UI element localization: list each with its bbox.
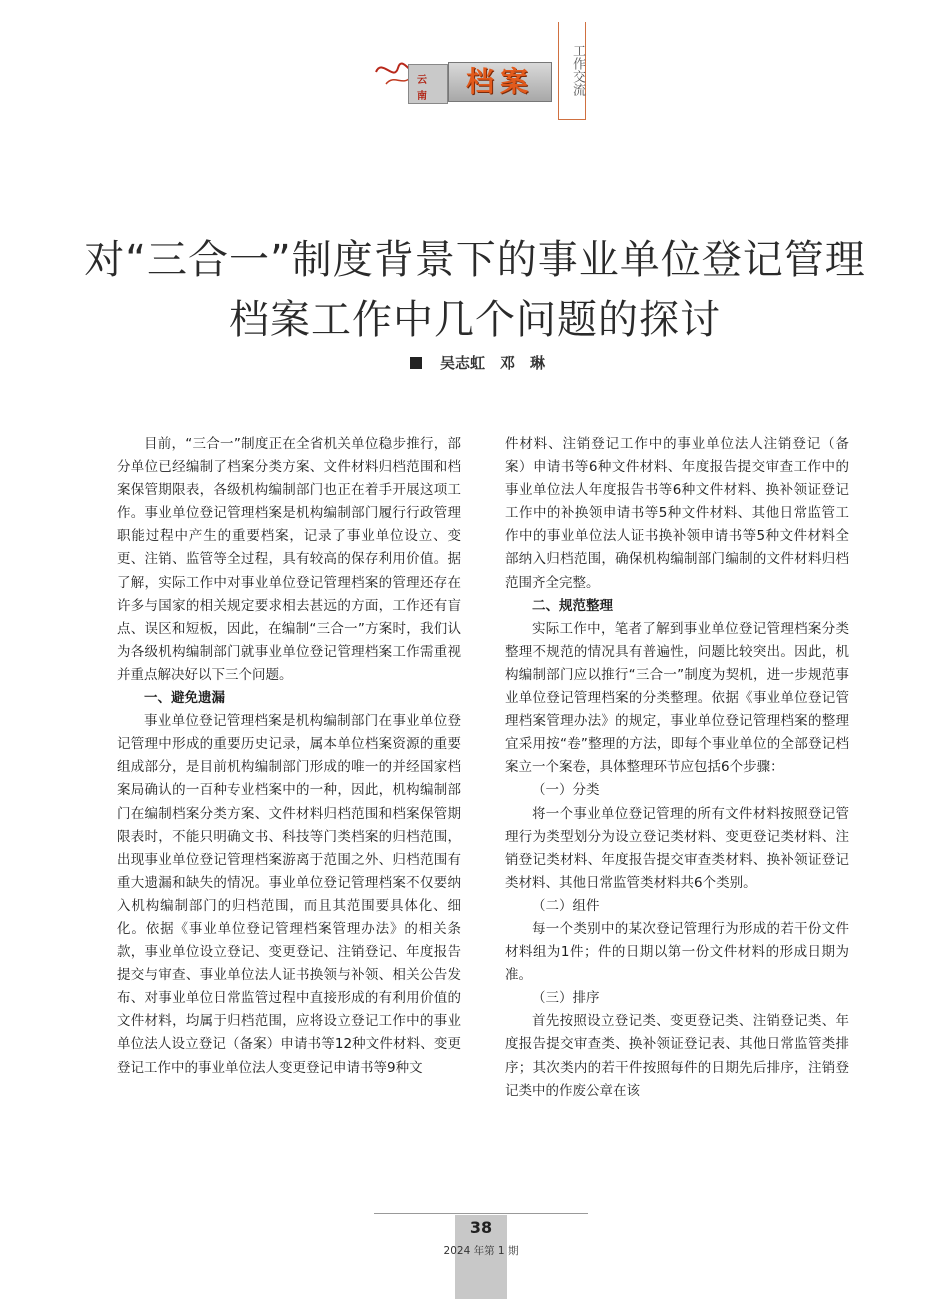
right-column [505,433,849,1103]
article-title-line2: 档案工作中几个问题的探讨 [229,297,721,343]
logo-small-bottom: 南 [417,91,427,102]
paragraph: 目前，“三合一”制度正在全省机关单位稳步推行，部分单位已经编制了档案分类方案、文件材料归档范围和档案保管期限表，各级机构编制部门也正在着手开展这项工作。事业单位登记管理档案是机构编制部门履行行政管理职能过程中产生的重要档案，记录了事业单位设立、变更、注销、监管等全过程，具有较高的保存利用价值。据了解，实际工作中对事业单位登记管理档案的管理还存在许多与国家的相关规定要求相去甚远的方面，工作还有盲点、误区和短板，因此，在编制“三合一”方案时，我们认为各级机构编制部门就事业单位登记管理档案工作需重视并重点解决好以下三个问题。 [117,436,461,683]
section-heading: 二、规范整理 [532,597,613,614]
section-heading: 一、避免遗漏 [144,690,225,707]
paragraph: 将一个事业单位登记管理的所有文件材料按照登记管理行为类型划分为设立登记类材料、变更登记类材料、注销登记类材料、年度报告提交审查类材料、换补领证登记类材料、其他日常监管类材料共6个类别。 [505,805,849,891]
logo-main-text: 档案 [448,62,552,102]
paragraph: 每一个类别中的某次登记管理行为形成的若干份文件材料组为1件；件的日期以第一份文件材料的形成日期为准。 [505,920,849,984]
page-number: 38 [469,1218,493,1237]
subsection-heading: （二）组件 [532,897,600,914]
section-tab [558,22,586,120]
byline [410,352,545,373]
issue-label: 2024 年第 1 期 [443,1245,519,1257]
left-column [117,433,461,1080]
paragraph: 事业单位登记管理档案是机构编制部门在事业单位登记管理中形成的重要历史记录，属本单位档案资源的重要组成部分，是目前机构编制部门形成的唯一的并经国家档案局确认的一百种专业档案中的一种，因此，机构编制部门在编制档案分类方案、文件材料归档范围和档案保管期限表时，不能只明确文书、科技等门类档案的归档范围，出现事业单位登记管理档案游离于范围之外、归档范围有重大遗漏和缺失的情况。事业单位登记管理档案不仅要纳入机构编制部门的归档范围，而且其范围要具体化、细化。依据《事业单位登记管理档案管理办法》的相关条款，事业单位设立登记、变更登记、注销登记、年度报告提交与审查、事业单位法人证书换领与补领、相关公告发布、对事业单位日常监管过程中直接形成的有利用价值的文件材料，均属于归档范围，应将设立登记工作中的事业单位法人设立登记（备案）申请书等12种文件材料、变更登记工作中的事业单位法人变更登记申请书等9种文 [117,713,461,1076]
subsection-heading: （一）分类 [532,782,600,799]
paragraph: 首先按照设立登记类、变更登记类、注销登记类、年度报告提交审查类、换补领证登记表、其他日常监管类排序；其次类内的若干件按照每件的日期先后排序，注销登记类中的作废公章在该 [505,1013,849,1099]
footer-divider [374,1213,588,1214]
paragraph: 实际工作中，笔者了解到事业单位登记管理档案分类整理不规范的情况具有普遍性，问题比较突出。因此，机构编制部门应以推行“三合一”制度为契机，进一步规范事业单位登记管理档案的分类整理。依据《事业单位登记管理档案管理办法》的规定，事业单位登记管理档案的整理宜采用按“卷”整理的方法，即每个事业单位的全部登记档案立一个案卷，具体整理环节应包括6个步骤： [505,620,849,776]
authors: 吴志虹 邓 琳 [440,354,546,372]
section-label: 工作交流 [570,44,585,96]
logo-province-badge [408,64,448,104]
logo-small-top: 云 [417,75,427,86]
subsection-heading: （三）排序 [532,990,600,1007]
byline-square-icon [410,357,422,369]
article-title-line1: 对“三合一”制度背景下的事业单位登记管理 [84,237,866,283]
paragraph: 件材料、注销登记工作中的事业单位法人注销登记（备案）申请书等6种文件材料、年度报告提交审查工作中的事业单位法人年度报告书等6种文件材料、换补领证登记工作中的补换领申请书等5种文件材料、其他日常监管工作中的事业单位法人证书换补领申请书等5种文件材料全部纳入归档范围，确保机构编制部门编制的文件材料归档范围齐全完整。 [505,436,849,591]
journal-logo [408,60,554,104]
